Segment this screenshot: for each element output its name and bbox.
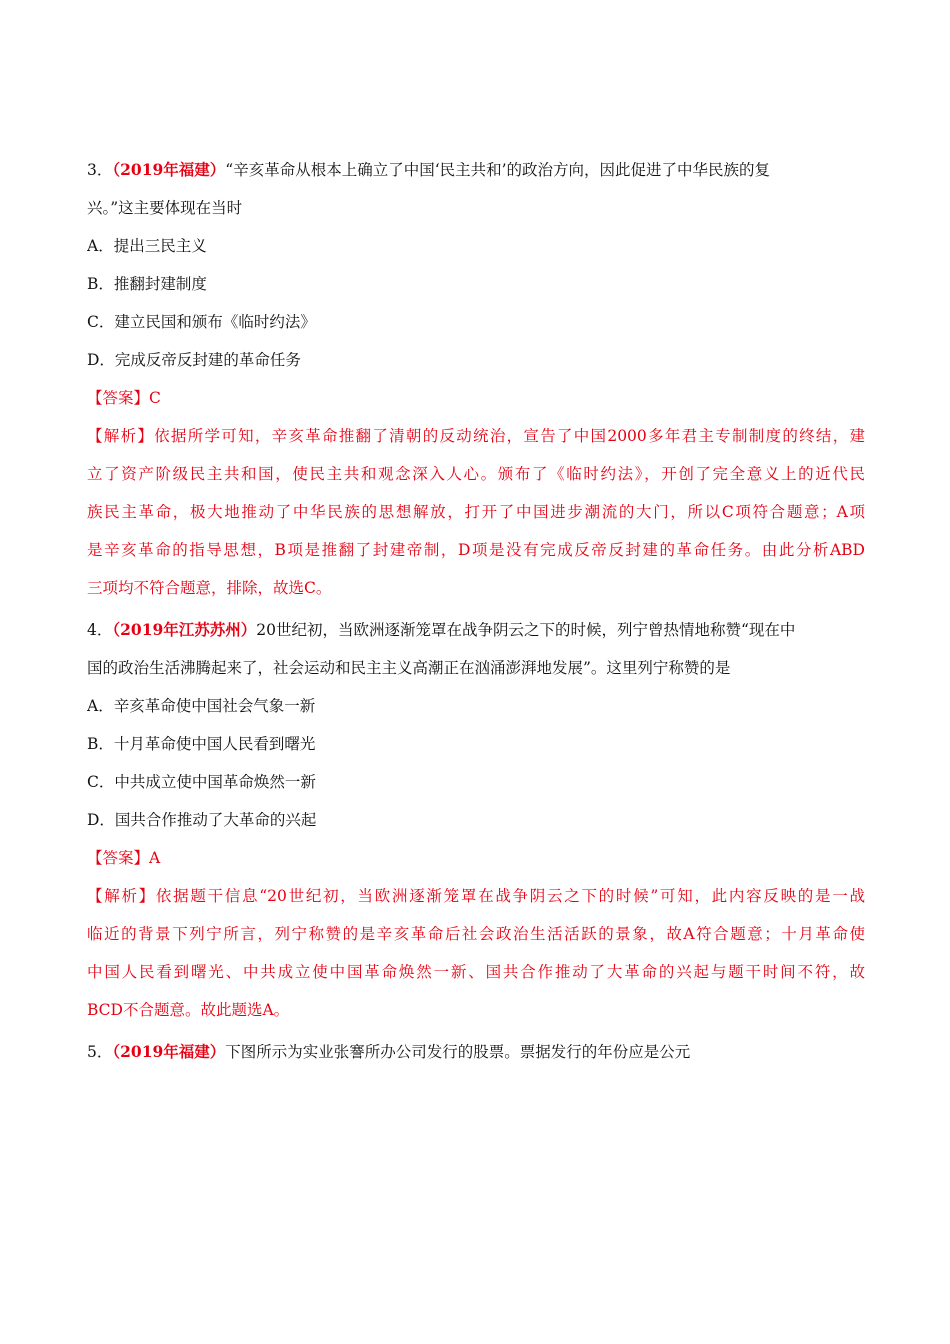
- analysis: [87, 417, 865, 607]
- analysis: [87, 877, 865, 1029]
- answer-value: C: [149, 389, 161, 407]
- question-source: （2019年江苏苏州）: [112, 620, 257, 639]
- analysis-line: 是辛亥革命的指导思想，B项是推翻了封建帝制，D项是没有完成反帝反封建的革命任务。由此分析ABD: [87, 541, 865, 559]
- question-number: 5．: [87, 1043, 113, 1061]
- stem-line: 20世纪初，当欧洲逐渐笼罩在战争阴云之下的时候，列宁曾热情地称赞“现在中: [256, 621, 796, 639]
- analysis-label: 【解析】: [87, 887, 156, 905]
- stem-line: 兴。”这主要体现在当时: [87, 199, 243, 217]
- analysis-line: BCD不合题意。故此题选A。: [87, 1001, 290, 1019]
- analysis-line: 临近的背景下列宁所言，列宁称赞的是辛亥革命后社会政治生活活跃的景象，故A符合题意；十月革命使: [87, 925, 865, 943]
- analysis-label: 【解析】: [87, 427, 155, 445]
- analysis-line: 中国人民看到曙光、中共成立使中国革命焕然一新、国共合作推动了大革命的兴起与题干时间不符，故: [87, 963, 865, 981]
- option-b: B．十月革命使中国人民看到曙光: [87, 735, 316, 753]
- question-4: [87, 611, 865, 1029]
- option-d: D．国共合作推动了大革命的兴起: [87, 811, 317, 829]
- question-5: [87, 1033, 865, 1071]
- stem-line: 国的政治生活沸腾起来了，社会运动和民主主义高潮正在汹涌澎湃地发展”。这里列宁称赞的是: [87, 659, 731, 677]
- stem-line: 下图所示为实业张謇所办公司发行的股票。票据发行的年份应是公元: [225, 1043, 691, 1061]
- question-source: （2019年福建）: [112, 1042, 226, 1061]
- analysis-line: 族民主革命，极大地推动了中华民族的思想解放，打开了中国进步潮流的大门，所以C项符合题意；A项: [87, 503, 865, 521]
- analysis-line: 三项均不符合题意，排除，故选C。: [87, 579, 332, 597]
- question-stem: [87, 151, 865, 189]
- analysis-line: 依据所学可知，辛亥革命推翻了清朝的反动统治，宣告了中国2000多年君主专制制度的终结，建: [154, 427, 865, 445]
- analysis-line: 立了资产阶级民主共和国，使民主共和观念深入人心。颁布了《临时约法》，开创了完全意义上的近代民: [87, 465, 865, 483]
- question-3: [87, 151, 865, 607]
- option-a: A．提出三民主义: [87, 237, 207, 255]
- answer: [87, 839, 865, 877]
- analysis-line: 依据题干信息“20世纪初，当欧洲逐渐笼罩在战争阴云之下的时候”可知，此内容反映的是一战: [155, 887, 865, 905]
- answer-value: A: [149, 849, 161, 867]
- option-b: B．推翻封建制度: [87, 275, 207, 293]
- stem-line: “辛亥革命从根本上确立了中国‘民主共和’的政治方向，因此促进了中华民族的复: [225, 161, 771, 179]
- option-d: D．完成反帝反封建的革命任务: [87, 351, 301, 369]
- answer-label: 【答案】: [87, 389, 150, 407]
- option-c: C．建立民国和颁布《临时约法》: [87, 313, 316, 331]
- question-number: 4．: [87, 621, 113, 639]
- question-stem: [87, 611, 865, 649]
- option-a: A．辛亥革命使中国社会气象一新: [87, 697, 316, 715]
- answer-label: 【答案】: [87, 849, 150, 867]
- question-number: 3．: [87, 161, 113, 179]
- question-stem: [87, 1033, 865, 1071]
- option-c: C．中共成立使中国革命焕然一新: [87, 773, 316, 791]
- question-source: （2019年福建）: [112, 160, 226, 179]
- answer: [87, 379, 865, 417]
